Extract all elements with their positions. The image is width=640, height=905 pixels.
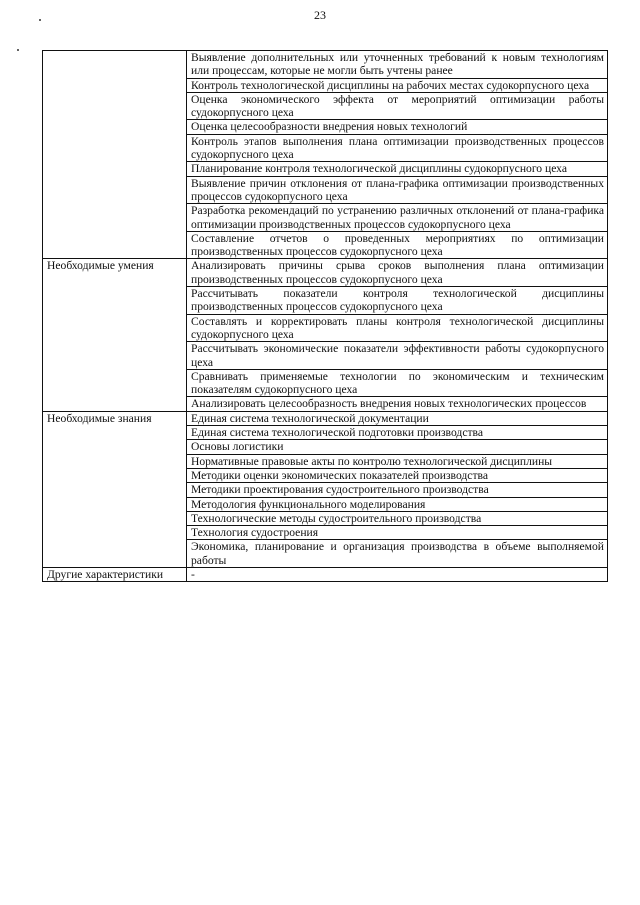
table-cell-item: Основы логистики — [187, 440, 608, 454]
table-cell-item: Анализировать целесообразность внедрения новых технологических процессов — [187, 397, 608, 411]
table-cell-item: Контроль технологической дисциплины на рабочих местах судокорпусного цеха — [187, 78, 608, 92]
table-cell-item: Планирование контроля технологической дисциплины судокорпусного цеха — [187, 162, 608, 176]
table-cell-item: Выявление дополнительных или уточненных требований к новым технологиям или процессам, которые не могли быть учтены ранее — [187, 51, 608, 79]
table-cell-item: Разработка рекомендаций по устранению различных отклонений от плана-графика оптимизации производственных процессов судокорпусного цеха — [187, 204, 608, 232]
table-cell-item: - — [187, 567, 608, 581]
table-row — [43, 567, 608, 581]
table-cell-item: Нормативные правовые акты по контролю технологической дисциплины — [187, 454, 608, 468]
table-cell-item: Рассчитывать экономические показатели эффективности работы судокорпусного цеха — [187, 342, 608, 370]
table-cell-item: Методики оценки экономических показателей производства — [187, 468, 608, 482]
table-cell-item: Методики проектирования судостроительного производства — [187, 483, 608, 497]
page-number: 23 — [314, 8, 326, 22]
table-cell-item: Методология функционального моделирования — [187, 497, 608, 511]
row-label: Необходимые знания — [43, 411, 187, 567]
table-row — [43, 411, 608, 425]
scan-speck — [39, 19, 41, 21]
row-label — [43, 51, 187, 259]
table-row — [43, 51, 608, 79]
table-cell-item: Составление отчетов о проведенных мероприятиях по оптимизации производственных процессов судокорпусного цеха — [187, 231, 608, 259]
table-cell-item: Единая система технологической подготовки производства — [187, 426, 608, 440]
table-row — [43, 259, 608, 287]
table-cell-item: Рассчитывать показатели контроля технологической дисциплины производственных процессов судокорпусного цеха — [187, 287, 608, 315]
table-cell-item: Контроль этапов выполнения плана оптимизации производственных процессов судокорпусного цеха — [187, 134, 608, 162]
scan-speck — [17, 49, 19, 51]
table-cell-item: Единая система технологической документации — [187, 411, 608, 425]
table-cell-item: Экономика, планирование и организация производства в объеме выполняемой работы — [187, 540, 608, 568]
qualification-table — [42, 50, 608, 582]
table-cell-item: Сравнивать применяемые технологии по экономическим и техническим показателям судокорпусного цеха — [187, 369, 608, 397]
table-cell-item: Оценка экономического эффекта от мероприятий оптимизации работы судокорпусного цеха — [187, 92, 608, 120]
row-label: Другие характеристики — [43, 567, 187, 581]
table-cell-item: Технологические методы судостроительного производства — [187, 511, 608, 525]
row-label: Необходимые умения — [43, 259, 187, 411]
table-cell-item: Оценка целесообразности внедрения новых технологий — [187, 120, 608, 134]
table-cell-item: Выявление причин отклонения от плана-графика оптимизации производственных процессов судокорпусного цеха — [187, 176, 608, 204]
table-cell-item: Анализировать причины срыва сроков выполнения плана оптимизации производственных процессов судокорпусного цеха — [187, 259, 608, 287]
table-body — [43, 51, 608, 582]
qualification-table-container — [42, 50, 608, 582]
table-cell-item: Технология судостроения — [187, 526, 608, 540]
table-cell-item: Составлять и корректировать планы контроля технологической дисциплины судокорпусного цеха — [187, 314, 608, 342]
